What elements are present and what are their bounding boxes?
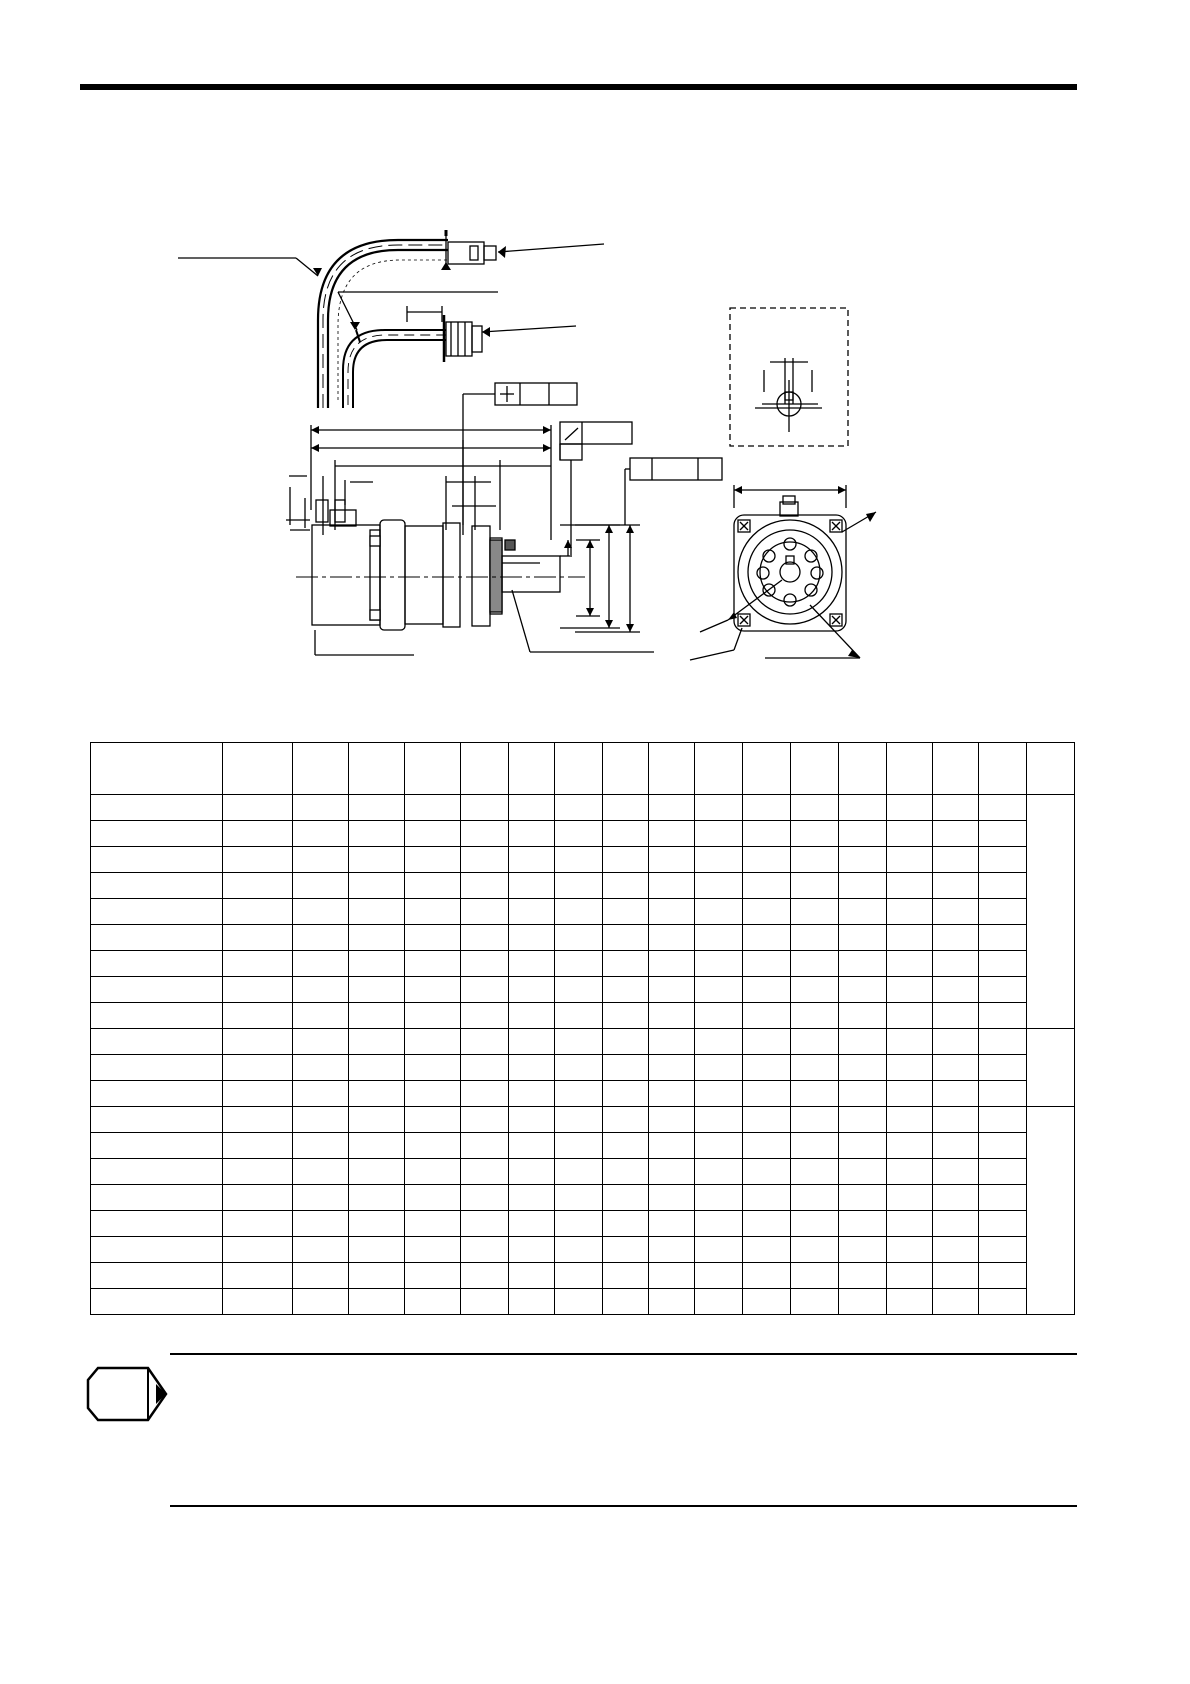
header-cell — [223, 743, 293, 795]
group-cell-2 — [1027, 1029, 1075, 1107]
table-row — [91, 925, 1075, 951]
pencil-note-icon — [86, 1364, 170, 1424]
table-row — [91, 1211, 1075, 1237]
dimension-table — [90, 742, 1075, 1315]
header-cell — [695, 743, 743, 795]
header-cell — [509, 743, 555, 795]
header-cell — [887, 743, 933, 795]
table-row — [91, 899, 1075, 925]
power-cable — [343, 330, 446, 408]
flange-front-view — [690, 485, 876, 660]
header-cell — [461, 743, 509, 795]
header-cell — [933, 743, 979, 795]
encoder-connector — [446, 230, 496, 270]
table-row — [91, 1055, 1075, 1081]
group-cell-1 — [1027, 795, 1075, 1029]
group-cell-3 — [1027, 1107, 1075, 1315]
flange-runout-frame — [625, 458, 722, 525]
power-connector — [444, 315, 482, 362]
note-bottom-rule — [170, 1505, 1077, 1507]
header-cell — [791, 743, 839, 795]
table-row — [91, 873, 1075, 899]
header-cell — [979, 743, 1027, 795]
table-row — [91, 821, 1075, 847]
table-row — [91, 951, 1075, 977]
header-cell — [743, 743, 791, 795]
table-header-row — [91, 743, 1075, 795]
note-top-rule — [170, 1353, 1077, 1355]
table-row — [91, 1081, 1075, 1107]
shaft-key-hatch — [490, 540, 502, 612]
table-row — [91, 1237, 1075, 1263]
table-row — [91, 1133, 1075, 1159]
motor-body — [312, 500, 502, 630]
encoder-cable — [318, 240, 448, 408]
header-cell-model — [91, 743, 223, 795]
header-cell — [649, 743, 695, 795]
runout-frame — [560, 422, 632, 555]
header-cell — [405, 743, 461, 795]
header-cell — [293, 743, 349, 795]
table-row — [91, 977, 1075, 1003]
header-cell — [555, 743, 603, 795]
output-shaft — [502, 540, 560, 592]
table-row — [91, 1289, 1075, 1315]
key-detail-view — [730, 308, 848, 446]
table-row — [91, 1107, 1075, 1133]
header-cell — [603, 743, 649, 795]
table-row — [91, 1159, 1075, 1185]
table-row — [91, 847, 1075, 873]
header-cell — [349, 743, 405, 795]
table-row — [91, 795, 1075, 821]
table-row — [91, 1029, 1075, 1055]
header-cell-group — [1027, 743, 1075, 795]
table-row — [91, 1185, 1075, 1211]
table-row — [91, 1003, 1075, 1029]
dimension-drawing — [0, 0, 1190, 700]
header-cell — [839, 743, 887, 795]
table-row — [91, 1263, 1075, 1289]
